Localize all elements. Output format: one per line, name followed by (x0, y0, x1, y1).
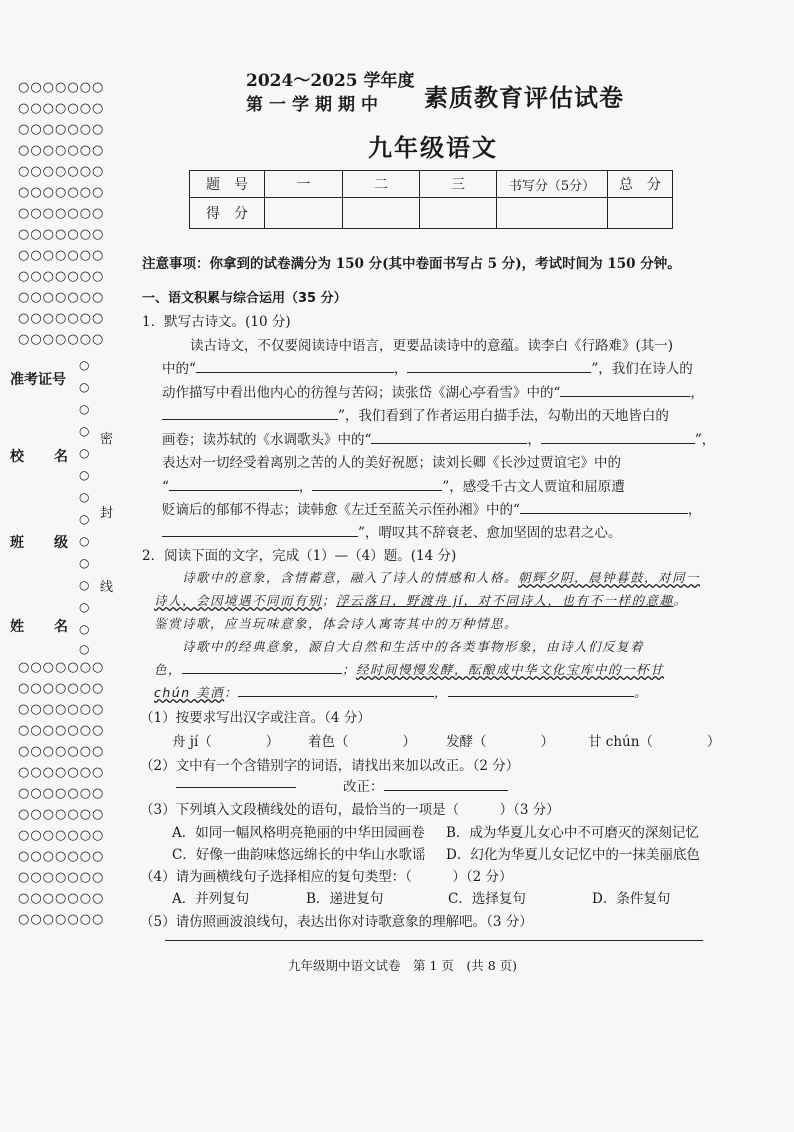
q1-text-part: ”，我们在诗人的 (591, 361, 693, 377)
passage-line: 鉴赏诗歌，应当玩味意象，体会诗人寓寄其中的万种情思。 (154, 616, 519, 631)
circle-row: ○○○○○○○ (18, 765, 105, 780)
answer-blank[interactable] (176, 775, 296, 788)
school-label-2: 名 (54, 449, 68, 465)
vertical-circle: ○ (79, 402, 90, 416)
q2-sub1-item: 发酵（ ） (446, 734, 554, 750)
q1-text (162, 428, 715, 448)
q1-text (162, 498, 701, 518)
subject-title: 九年级语文 (368, 133, 498, 162)
answer-blank[interactable] (371, 431, 527, 444)
circle-row: ○○○○○○○ (18, 122, 105, 137)
circle-row: ○○○○○○○ (18, 702, 105, 717)
q1-text-part: ， (393, 361, 408, 377)
circle-row: ○○○○○○○ (18, 143, 105, 158)
circle-row: ○○○○○○○ (18, 185, 105, 200)
score-header-cell: 二 (343, 171, 420, 198)
q2-sub4-title: （4）请为画横线句子选择相应的复句类型：（ ）（2 分） (140, 869, 513, 885)
vertical-circle: ○ (79, 578, 90, 592)
q2-sub2-title: （2）文中有一个含错别字的词语，请找出来加以改正。（2 分） (140, 758, 520, 774)
circle-row: ○○○○○○○ (18, 681, 105, 696)
passage-text: ； (342, 662, 357, 677)
circle-row: ○○○○○○○ (18, 660, 105, 675)
passage-text: 。 (673, 593, 688, 608)
q1-text (162, 475, 625, 495)
vertical-circle: ○ (79, 556, 90, 570)
q1-text-part: ”，我们看到了作者运用白描手法，勾勒出的天地皆白的 (338, 408, 669, 424)
q1-text-part: ”，喟叹其不辞衰老、愈加坚固的忠君之心。 (358, 525, 622, 541)
answer-blank[interactable] (560, 384, 690, 397)
q1-text-part: ， (687, 502, 702, 518)
q1-text-part: 中的“ (162, 361, 196, 377)
q2-sub1-title: （1）按要求写出汉字或注音。（4 分） (140, 710, 371, 726)
answer-blank[interactable] (312, 478, 442, 491)
answer-line[interactable] (165, 940, 703, 941)
vertical-circle: ○ (79, 358, 90, 372)
q1-text-part: 动作描写中看出他内心的彷徨与苦闷；读张岱《湖心亭看雪》中的“ (162, 385, 561, 401)
circle-row: ○○○○○○○ (18, 164, 105, 179)
passage-line: 诗歌中的经典意象，源自大自然和生活中的各类事物形象，由诗人们反复着 (182, 639, 645, 654)
vertical-circle: ○ (79, 380, 90, 394)
passage-text: 色， (154, 662, 183, 677)
vertical-circle: ○ (79, 622, 90, 636)
q1-text-part: ， (298, 479, 313, 495)
option-c[interactable]: C．好像一曲韵味悠远绵长的中华山水歌谣 (172, 847, 426, 863)
answer-blank[interactable] (384, 778, 508, 791)
wavy-underline-sentence: 经时间慢慢发酵，酝酿成中华文化宝库中的一杯甘 (356, 662, 665, 677)
option-c[interactable]: C．选择复句 (448, 891, 526, 907)
circle-row: ○○○○○○○ (18, 912, 105, 927)
seal-char-feng: 封 (100, 506, 114, 521)
q2-sub1-item: 舟 jí（ ） (172, 734, 280, 750)
q1-text-part: ”，感受千古文人贾谊和屈原遭 (442, 479, 625, 495)
passage-line (182, 568, 700, 586)
answer-blank[interactable] (182, 661, 342, 674)
q1-text-part: ”， (694, 432, 716, 448)
answer-blank[interactable] (238, 684, 434, 697)
answer-blank[interactable] (162, 407, 338, 420)
vertical-circle: ○ (79, 446, 90, 460)
q1-text (162, 404, 669, 424)
q1-text (162, 521, 621, 541)
score-cell[interactable] (608, 198, 673, 229)
option-d[interactable]: D．幻化为华夏儿女记忆中的一抹美丽底色 (446, 847, 700, 863)
score-cell[interactable] (343, 198, 420, 229)
q1-text (162, 381, 704, 401)
score-cell[interactable] (497, 198, 608, 229)
q2-sub5-title: （5）请仿照画波浪线句，表达出你对诗歌意象的理解吧。（3 分） (140, 914, 533, 930)
q1-text-part: ， (690, 385, 704, 401)
exam-term: 第一学期期中 (246, 95, 384, 115)
answer-blank[interactable] (520, 501, 688, 514)
circle-row: ○○○○○○○ (18, 807, 105, 822)
seal-char-xian: 线 (100, 580, 114, 595)
score-cell[interactable] (420, 198, 497, 229)
option-b[interactable]: B．递进复句 (306, 891, 384, 907)
q1-text-part: 贬谪后的郁郁不得志；读韩愈《左迁至蓝关示侄孙湘》中的“ (162, 502, 520, 518)
score-header-cell: 一 (265, 171, 343, 198)
score-header-cell: 书写分（5分） (497, 171, 608, 198)
vertical-circle: ○ (79, 490, 90, 504)
circle-row: ○○○○○○○ (18, 80, 105, 95)
class-label-1: 班 (10, 535, 24, 551)
q2-sub2-answer (176, 775, 296, 792)
circle-row: ○○○○○○○ (18, 227, 105, 242)
q2-sub1-item: 着色（ ） (308, 734, 416, 750)
circle-row: ○○○○○○○ (18, 723, 105, 738)
vertical-circle: ○ (79, 534, 90, 548)
passage-text: 。 (634, 685, 649, 700)
option-d[interactable]: D．条件复句 (592, 891, 671, 907)
section-title: 一、语文积累与综合运用（35 分） (142, 291, 347, 306)
school-year: 2024～2025 学年度 (246, 71, 415, 91)
answer-blank[interactable] (162, 524, 358, 537)
q1-title: 1．默写古诗文。(10 分) (142, 314, 291, 330)
vertical-circle: ○ (79, 642, 90, 656)
answer-blank[interactable] (448, 684, 634, 697)
q1-text: 读古诗文，不仅要阅读诗中语言，更要品读诗中的意蕴。读李白《行路难》(其一) (190, 338, 674, 354)
score-table (189, 170, 673, 229)
passage-text: ： (224, 685, 239, 700)
score-header-cell: 三 (420, 171, 497, 198)
circle-row: ○○○○○○○ (18, 849, 105, 864)
circle-row: ○○○○○○○ (18, 870, 105, 885)
score-header-cell: 总 分 (608, 171, 673, 198)
wavy-underline-sentence: 朝辉夕阴，晨钟暮鼓，对同一 (518, 570, 701, 585)
passage-line (154, 660, 664, 678)
q1-text: 表达对一切经受着离别之苦的人的美好祝愿；读刘长卿《长沙过贾谊宅》中的 (162, 455, 621, 471)
vertical-circle: ○ (79, 600, 90, 614)
q2-sub2-fix (343, 775, 508, 795)
wavy-underline-sentence: chún 美酒 (154, 685, 225, 700)
circle-row: ○○○○○○○ (18, 332, 105, 347)
circle-row: ○○○○○○○ (18, 290, 105, 305)
fix-label: 改正： (343, 779, 384, 795)
circle-row: ○○○○○○○ (18, 828, 105, 843)
vertical-circle: ○ (79, 424, 90, 438)
answer-blank[interactable] (541, 431, 695, 444)
circle-row: ○○○○○○○ (18, 891, 105, 906)
page-footer: 九年级期中语文试卷 第 1 页 (共 8 页) (288, 958, 518, 973)
exam-number-label: 准考证号 (10, 372, 66, 388)
answer-blank[interactable] (196, 360, 394, 373)
circle-row: ○○○○○○○ (18, 744, 105, 759)
circle-row: ○○○○○○○ (18, 269, 105, 284)
answer-blank[interactable] (169, 478, 299, 491)
q1-text-part: “ (162, 479, 169, 495)
circle-row: ○○○○○○○ (18, 248, 105, 263)
passage-text: ， (434, 685, 449, 700)
circle-row: ○○○○○○○ (18, 311, 105, 326)
q2-title: 2．阅读下面的文字，完成（1）—（4）题。(14 分) (142, 548, 457, 564)
name-label-2: 名 (54, 619, 68, 635)
passage-line (154, 591, 687, 609)
class-label-2: 级 (54, 535, 68, 551)
score-header-cell: 题 号 (190, 171, 265, 198)
notice: 注意事项：你拿到的试卷满分为 150 分(其中卷面书写占 5 分)，考试时间为 150 分钟。 (142, 256, 681, 272)
underlined-sentence: 浮云落日，野渡舟 jí，对不同诗人，也有不一样的意趣 (336, 593, 674, 608)
circle-row: ○○○○○○○ (18, 101, 105, 116)
answer-blank[interactable] (407, 360, 591, 373)
vertical-circle: ○ (79, 468, 90, 482)
passage-line (154, 683, 648, 701)
name-label-1: 姓 (10, 619, 24, 635)
seal-char-mi: 密 (100, 432, 114, 447)
passage-text: ； (322, 593, 337, 608)
q2-sub3-title: （3）下列填入文段横线处的语句，最恰当的一项是（ ）（3 分） (140, 802, 560, 818)
circle-row: ○○○○○○○ (18, 206, 105, 221)
q1-text (162, 357, 693, 377)
q2-sub1-item: 甘 chún（ ） (588, 734, 721, 750)
vertical-circle: ○ (79, 512, 90, 526)
q1-text-part: ， (527, 432, 541, 448)
passage-text: 诗歌中的意象，含情蓄意，融入了诗人的情感和人格。 (182, 570, 519, 585)
circle-row: ○○○○○○○ (18, 786, 105, 801)
option-a[interactable]: A．并列复句 (172, 891, 250, 907)
school-label-1: 校 (10, 449, 24, 465)
q1-text-part: 画卷；读苏轼的《水调歌头》中的“ (162, 432, 372, 448)
option-a[interactable]: A．如同一幅风格明亮艳丽的中华田园画卷 (172, 825, 425, 841)
exam-title: 素质教育评估试卷 (424, 83, 624, 112)
wavy-underline-sentence: 诗人，会因境遇不同而有别 (154, 593, 323, 608)
score-row-label: 得 分 (190, 198, 265, 229)
option-b[interactable]: B．成为华夏儿女心中不可磨灭的深刻记忆 (446, 825, 699, 841)
score-cell[interactable] (265, 198, 343, 229)
